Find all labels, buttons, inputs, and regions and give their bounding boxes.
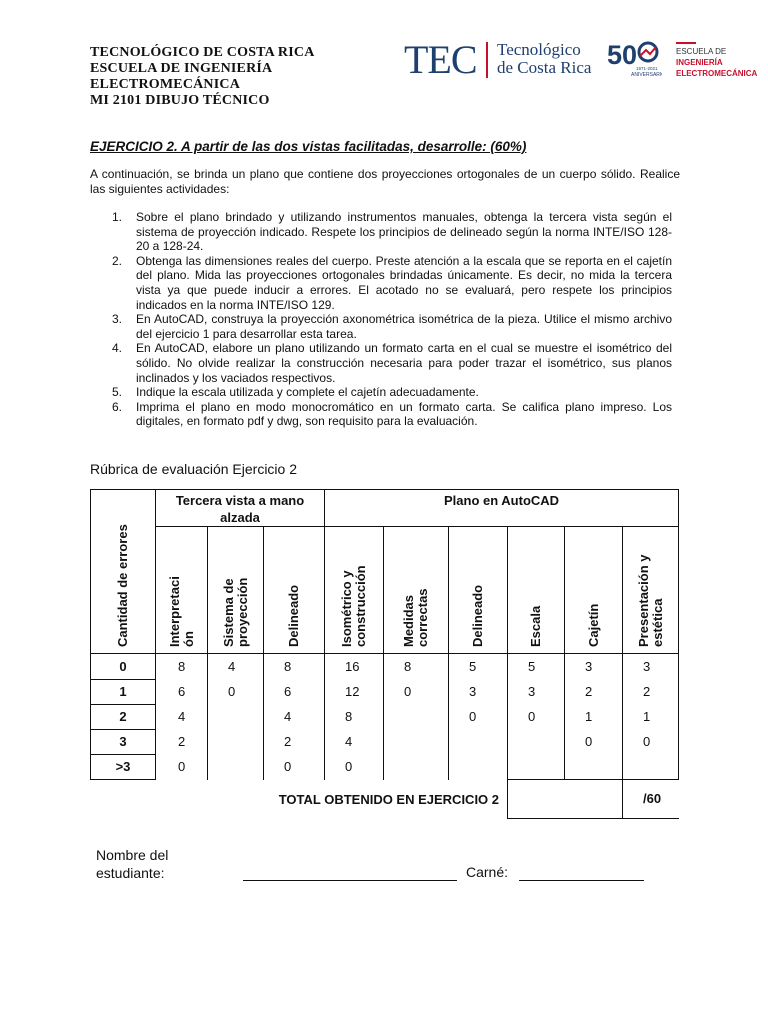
column-header-label: Interpretaci ón	[166, 576, 196, 647]
table-cell: 2	[156, 729, 208, 754]
school-logo	[676, 42, 757, 79]
header-line: ESCUELA DE INGENIERÍA	[90, 61, 273, 76]
table-cell: 8	[156, 654, 208, 680]
table-cell: 1	[623, 704, 679, 729]
table-cell: 4	[264, 704, 325, 729]
school-line: INGENIERÍA	[676, 58, 723, 67]
anniversary-label: ANIVERSARIO	[631, 72, 662, 78]
carne-field[interactable]	[519, 880, 644, 881]
table-cell: 8	[325, 704, 384, 729]
table-cell: 0	[264, 754, 325, 780]
school-line: ESCUELA DE	[676, 47, 727, 56]
table-cell	[384, 704, 449, 729]
table-cell: 0	[325, 754, 384, 780]
table-cell	[508, 754, 565, 780]
tec-logo	[404, 37, 592, 82]
anniversary-number: 50	[607, 40, 638, 70]
group-header-autocad: Plano en AutoCAD	[325, 490, 679, 527]
table-cell: 2	[623, 679, 679, 704]
table-cell: 12	[325, 679, 384, 704]
table-cell: 6	[156, 679, 208, 704]
table-header-row	[91, 527, 679, 654]
header-line: TECNOLÓGICO DE COSTA RICA	[90, 45, 315, 60]
table-row	[91, 729, 679, 754]
column-header-label: Medidas correctas	[401, 588, 431, 647]
column-header	[208, 527, 264, 654]
table-cell: 0	[449, 704, 508, 729]
column-header-label: Delineado	[286, 584, 301, 647]
table-row	[91, 679, 679, 704]
table-row	[91, 754, 679, 780]
tec-logo-divider	[486, 42, 488, 78]
column-header	[623, 527, 679, 654]
column-header-label: Cajetín	[585, 603, 601, 647]
row-label: 0	[91, 654, 156, 680]
column-header-label: Escala	[528, 605, 544, 647]
table-cell: 3	[449, 679, 508, 704]
student-name-label-line: Nombre del	[96, 847, 169, 863]
anniversary-years: 1971-2021	[636, 66, 658, 71]
list-item: 2. Obtenga las dimensiones reales del cuerpo. Preste atención a la escala que se reporta en el cajetín del plano. Mida las proyecciones ortogonales brindadas únicamente. Es decir, no mida la tercera vista ya que puede inducir a errores. El acotado no se evaluará, pero respete los principios indicados en la norma INTE/ISO 129.	[112, 253, 672, 312]
column-header-label: Isométrico y construcción	[339, 565, 369, 647]
table-cell: 3	[565, 654, 623, 680]
student-name-label	[96, 846, 168, 882]
table-cell: 2	[264, 729, 325, 754]
corner-label: Cantidad de errores	[115, 524, 130, 647]
student-name-label-line: estudiante:	[96, 865, 165, 881]
rubric-corner-header	[91, 490, 156, 654]
anniversary-emblem-icon	[606, 38, 662, 78]
tec-logo-mark: TEC	[404, 37, 477, 82]
table-cell	[449, 729, 508, 754]
table-cell	[208, 754, 264, 780]
table-cell	[565, 754, 623, 780]
header-line: ELECTROMECÁNICA	[90, 77, 241, 92]
table-header-row	[91, 490, 679, 527]
anniversary-logo	[606, 38, 662, 78]
column-header-label: Delineado	[470, 584, 486, 647]
table-cell: 0	[623, 729, 679, 754]
column-header	[565, 527, 623, 654]
row-label: 2	[91, 704, 156, 729]
tec-logo-name-line: Tecnológico	[497, 40, 581, 59]
school-line: ELECTROMECÁNICA	[676, 69, 758, 78]
table-row	[91, 654, 679, 680]
total-max: /60	[623, 780, 679, 819]
header-line: MI 2101 DIBUJO TÉCNICO	[90, 93, 270, 108]
student-name-field[interactable]	[243, 880, 457, 881]
table-cell	[384, 754, 449, 780]
column-header	[156, 527, 208, 654]
column-header	[264, 527, 325, 654]
column-header	[384, 527, 449, 654]
tec-logo-name	[497, 41, 591, 77]
list-item: 6. Imprima el plano en modo monocromático en un formato carta. Se califica plano impreso. Los digitales, en formato pdf y dwg, son requisito para la evaluación.	[112, 399, 672, 429]
table-cell: 3	[623, 654, 679, 680]
group-header-manual: Tercera vista a mano alzada	[156, 490, 325, 527]
rubric-title: Rúbrica de evaluación Ejercicio 2	[90, 461, 297, 477]
table-cell: 0	[384, 679, 449, 704]
table-cell: 4	[208, 654, 264, 680]
list-item: 5. Indique la escala utilizada y complete el cajetín adecuadamente.	[112, 385, 479, 400]
column-header-label: Presentación y estética	[635, 554, 665, 647]
activities-list	[112, 210, 672, 429]
intro-paragraph: A continuación, se brinda un plano que contiene dos proyecciones ortogonales de un cuerpo sólido. Realice las siguientes actividades:	[90, 167, 680, 196]
column-header-label: Sistema de proyección	[220, 577, 250, 647]
table-cell	[449, 754, 508, 780]
row-label: 3	[91, 729, 156, 754]
exercise-title: EJERCICIO 2. A partir de las dos vistas facilitadas, desarrolle: (60%)	[90, 139, 527, 154]
row-label: 1	[91, 679, 156, 704]
list-item: 1. Sobre el plano brindado y utilizando instrumentos manuales, obtenga la tercera vista según el sistema de proyección indicado. Respete los principios de delineado según la norma INTE/ISO 128-20 a 128-24.	[112, 210, 672, 254]
table-row	[91, 704, 679, 729]
carne-label: Carné:	[466, 864, 509, 880]
table-cell: 1	[565, 704, 623, 729]
tec-logo-name-line: de Costa Rica	[497, 58, 592, 77]
table-cell: 3	[508, 679, 565, 704]
row-label: >3	[91, 754, 156, 780]
table-cell: 0	[156, 754, 208, 780]
total-label: TOTAL OBTENIDO EN EJERCICIO 2	[91, 780, 508, 819]
table-cell: 0	[208, 679, 264, 704]
list-item: 4. En AutoCAD, elabore un plano utilizando un formato carta en el cual se muestre el isométrico del sólido. No olvide realizar la construcción necesaria para poder trazar el isométrico, sus planos inclinados y los vaciados respectivos.	[112, 341, 672, 385]
table-cell	[508, 729, 565, 754]
list-item: 3. En AutoCAD, construya la proyección axonométrica isométrica de la pieza. Utilice el mismo archivo del ejercicio 1 para desarrollar esta tarea.	[112, 312, 672, 341]
school-logo-bar	[676, 42, 696, 44]
table-cell	[384, 729, 449, 754]
table-cell: 16	[325, 654, 384, 680]
table-cell	[208, 704, 264, 729]
table-cell: 0	[565, 729, 623, 754]
table-cell: 8	[384, 654, 449, 680]
table-cell	[623, 754, 679, 780]
table-cell	[208, 729, 264, 754]
table-cell: 6	[264, 679, 325, 704]
table-cell: 2	[565, 679, 623, 704]
table-cell: 5	[508, 654, 565, 680]
column-header	[449, 527, 508, 654]
column-header	[325, 527, 384, 654]
table-cell: 5	[449, 654, 508, 680]
total-row	[91, 780, 679, 819]
total-value-cell	[508, 780, 623, 819]
table-cell: 0	[508, 704, 565, 729]
table-cell: 8	[264, 654, 325, 680]
table-cell: 4	[325, 729, 384, 754]
institution-header	[90, 45, 315, 109]
rubric-table	[90, 489, 679, 819]
column-header	[508, 527, 565, 654]
table-cell: 4	[156, 704, 208, 729]
